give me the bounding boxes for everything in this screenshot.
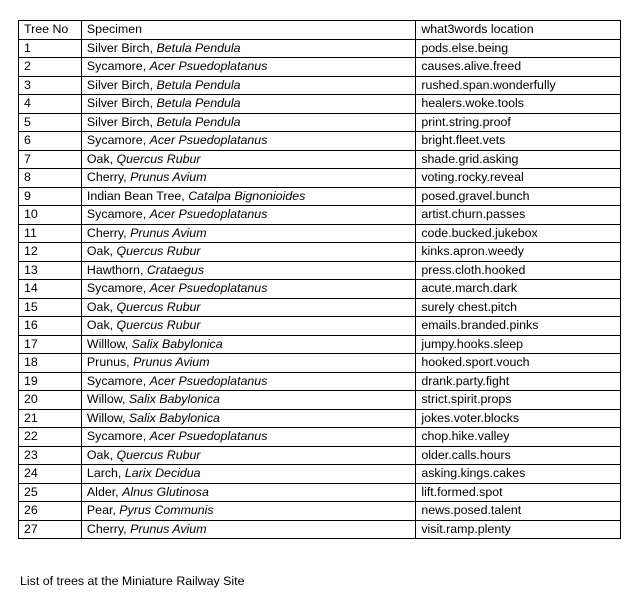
specimen-cell [81,465,415,484]
latin-name: Acer Psuedoplatanus [149,207,268,222]
tree-number-cell: 4 [19,95,82,114]
specimen-cell [81,113,415,132]
tree-number-cell: 2 [19,58,82,77]
specimen-cell [81,409,415,428]
specimen-cell [81,150,415,169]
what3words-cell: chop.hike.valley [416,428,621,447]
common-name: Pear, [86,503,120,518]
what3words-cell: print.string.proof [416,113,621,132]
common-name: Sycamore, [86,373,150,388]
table-row [19,261,621,280]
latin-name: Betula Pendula [156,114,241,129]
table-row [19,446,621,465]
common-name: Indian Bean Tree, [86,188,189,203]
tree-number-cell: 5 [19,113,82,132]
common-name: Sycamore, [86,133,150,148]
common-name: Silver Birch, [86,77,157,92]
table-row [19,298,621,317]
table-body [19,39,621,539]
what3words-cell: strict.spirit.props [416,391,621,410]
common-name: Silver Birch, [86,40,157,55]
what3words-cell: older.calls.hours [416,446,621,465]
table-row [19,224,621,243]
header-tree-no: Tree No [19,21,82,40]
tree-number-cell: 9 [19,187,82,206]
tree-table [18,20,621,539]
latin-name: Acer Psuedoplatanus [149,59,268,74]
table-row [19,354,621,373]
tree-number-cell: 23 [19,446,82,465]
what3words-cell: press.cloth.hooked [416,261,621,280]
specimen-cell [81,391,415,410]
what3words-cell: visit.ramp.plenty [416,520,621,539]
common-name: Alder, [86,484,123,499]
common-name: Prunus, [86,355,134,370]
tree-number-cell: 22 [19,428,82,447]
table-caption: List of trees at the Miniature Railway Site [20,574,245,588]
table-row [19,58,621,77]
table-row [19,502,621,521]
common-name: Cherry, [86,521,131,536]
table-row [19,465,621,484]
table-row [19,428,621,447]
specimen-cell [81,372,415,391]
what3words-cell: posed.gravel.bunch [416,187,621,206]
common-name: Oak, [86,244,117,259]
specimen-cell [81,39,415,58]
table-row [19,113,621,132]
specimen-cell [81,206,415,225]
what3words-cell: surely chest.pitch [416,298,621,317]
common-name: Cherry, [86,225,131,240]
tree-number-cell: 26 [19,502,82,521]
what3words-cell: artist.churn.passes [416,206,621,225]
specimen-cell [81,95,415,114]
latin-name: Catalpa Bignonioides [188,188,306,203]
latin-name: Quercus Rubur [116,318,201,333]
what3words-cell: rushed.span.wonderfully [416,76,621,95]
tree-number-cell: 10 [19,206,82,225]
tree-number-cell: 25 [19,483,82,502]
table-row [19,95,621,114]
tree-number-cell: 14 [19,280,82,299]
latin-name: Prunus Avium [130,225,207,240]
what3words-cell: emails.branded.pinks [416,317,621,336]
tree-number-cell: 18 [19,354,82,373]
table-row [19,317,621,336]
specimen-cell [81,354,415,373]
what3words-cell: shade.grid.asking [416,150,621,169]
table-row [19,132,621,151]
what3words-cell: asking.kings.cakes [416,465,621,484]
what3words-cell: drank.party.fight [416,372,621,391]
what3words-cell: kinks.apron.weedy [416,243,621,262]
tree-number-cell: 6 [19,132,82,151]
specimen-cell [81,132,415,151]
latin-name: Salix Babylonica [128,392,220,407]
latin-name: Prunus Avium [130,521,207,536]
specimen-cell [81,446,415,465]
specimen-cell [81,335,415,354]
latin-name: Acer Psuedoplatanus [149,133,268,148]
what3words-cell: jokes.voter.blocks [416,409,621,428]
table-row [19,483,621,502]
tree-number-cell: 27 [19,520,82,539]
what3words-cell: pods.else.being [416,39,621,58]
tree-number-cell: 1 [19,39,82,58]
latin-name: Betula Pendula [156,40,241,55]
specimen-cell [81,483,415,502]
tree-number-cell: 13 [19,261,82,280]
table-row [19,206,621,225]
tree-number-cell: 8 [19,169,82,188]
table-row [19,280,621,299]
latin-name: Pyrus Communis [119,503,214,518]
latin-name: Prunus Avium [130,170,207,185]
common-name: Silver Birch, [86,114,157,129]
specimen-cell [81,317,415,336]
specimen-cell [81,428,415,447]
specimen-cell [81,58,415,77]
latin-name: Alnus Glutinosa [122,484,209,499]
latin-name: Salix Babylonica [128,410,220,425]
what3words-cell: news.posed.talent [416,502,621,521]
common-name: Silver Birch, [86,96,157,111]
table-row [19,39,621,58]
specimen-cell [81,280,415,299]
specimen-cell [81,187,415,206]
common-name: Willow, [86,392,129,407]
tree-number-cell: 12 [19,243,82,262]
what3words-cell: acute.march.dark [416,280,621,299]
common-name: Sycamore, [86,281,150,296]
latin-name: Acer Psuedoplatanus [149,373,268,388]
latin-name: Crataegus [146,262,205,277]
what3words-cell: lift.formed.spot [416,483,621,502]
specimen-cell [81,261,415,280]
what3words-cell: causes.alive.freed [416,58,621,77]
specimen-cell [81,520,415,539]
common-name: Oak, [86,318,117,333]
what3words-cell: code.bucked.jukebox [416,224,621,243]
header-specimen: Specimen [81,21,415,40]
latin-name: Quercus Rubur [116,299,201,314]
tree-number-cell: 19 [19,372,82,391]
table-row [19,76,621,95]
what3words-cell: healers.woke.tools [416,95,621,114]
tree-number-cell: 3 [19,76,82,95]
latin-name: Quercus Rubur [116,244,201,259]
latin-name: Larix Decidua [124,466,201,481]
tree-number-cell: 15 [19,298,82,317]
tree-number-cell: 11 [19,224,82,243]
latin-name: Prunus Avium [133,355,210,370]
what3words-cell: voting.rocky.reveal [416,169,621,188]
header-location: what3words location [416,21,621,40]
table-row [19,409,621,428]
latin-name: Salix Babylonica [131,336,223,351]
latin-name: Quercus Rubur [116,151,201,166]
specimen-cell [81,169,415,188]
tree-number-cell: 16 [19,317,82,336]
common-name: Willow, [86,410,129,425]
tree-number-cell: 24 [19,465,82,484]
latin-name: Betula Pendula [156,96,241,111]
table-row [19,150,621,169]
common-name: Oak, [86,447,117,462]
table-row [19,520,621,539]
what3words-cell: hooked.sport.vouch [416,354,621,373]
tree-number-cell: 21 [19,409,82,428]
common-name: Sycamore, [86,429,150,444]
what3words-cell: jumpy.hooks.sleep [416,335,621,354]
latin-name: Acer Psuedoplatanus [149,281,268,296]
common-name: Cherry, [86,170,131,185]
latin-name: Betula Pendula [156,77,241,92]
tree-number-cell: 20 [19,391,82,410]
common-name: Sycamore, [86,207,150,222]
table-row [19,372,621,391]
latin-name: Acer Psuedoplatanus [149,429,268,444]
table-row [19,335,621,354]
tree-number-cell: 7 [19,150,82,169]
common-name: Willlow, [86,336,132,351]
specimen-cell [81,224,415,243]
common-name: Oak, [86,151,117,166]
specimen-cell [81,298,415,317]
common-name: Sycamore, [86,59,150,74]
latin-name: Quercus Rubur [116,447,201,462]
table-row [19,243,621,262]
table-row [19,391,621,410]
table-row [19,169,621,188]
specimen-cell [81,76,415,95]
table-row [19,187,621,206]
common-name: Hawthorn, [86,262,147,277]
tree-number-cell: 17 [19,335,82,354]
specimen-cell [81,502,415,521]
common-name: Larch, [86,466,125,481]
specimen-cell [81,243,415,262]
what3words-cell: bright.fleet.vets [416,132,621,151]
common-name: Oak, [86,299,117,314]
table-header-row [19,21,621,40]
